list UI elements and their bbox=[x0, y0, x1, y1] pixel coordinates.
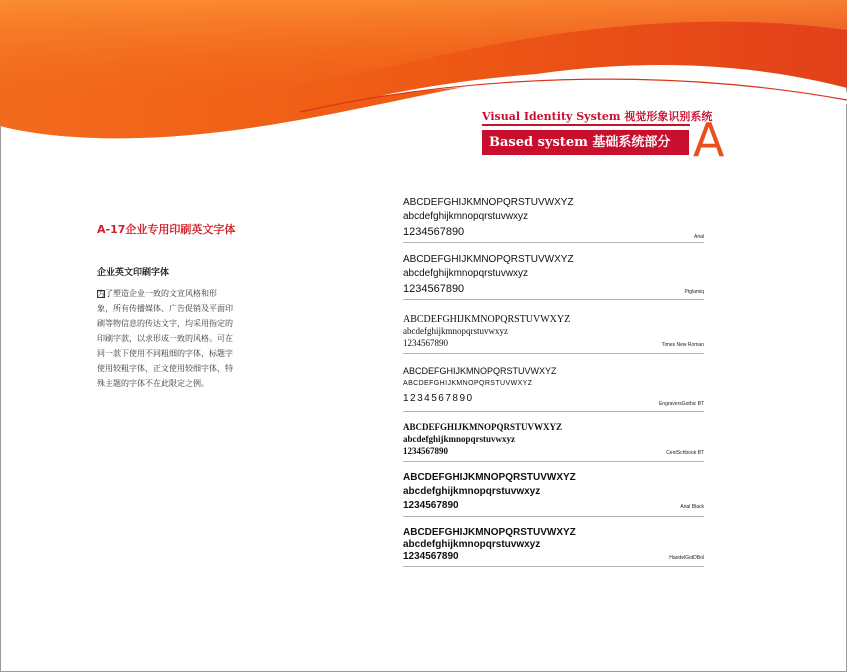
section-heading: A-17企业专用印刷英文字体 bbox=[97, 223, 236, 236]
sample-divider bbox=[403, 411, 704, 412]
sample-digits: 1234567890 bbox=[403, 338, 448, 348]
body-line: 为了塑造企业一致的文宣风格和形 bbox=[97, 289, 217, 298]
section-letter: A bbox=[693, 113, 725, 167]
sample-divider bbox=[403, 353, 704, 354]
sample-font-name: Arial bbox=[693, 234, 704, 240]
sample-font-name: Ptglamiq bbox=[684, 289, 704, 295]
sample-font-name: Arial Black bbox=[680, 504, 704, 510]
title-underline bbox=[482, 124, 690, 126]
sample-lowercase: abcdefghijkmnopqrstuvwxyz bbox=[403, 434, 516, 444]
body-line: 殊主题的字体不在此限定之例。 bbox=[97, 379, 209, 388]
body-line: 象，所有传播媒体、广告促销及平面印 bbox=[97, 304, 233, 313]
sample-divider bbox=[403, 516, 704, 517]
vis-system-title: Visual Identity System 视觉形象识别系统 bbox=[482, 110, 713, 123]
sample-lowercase: abcdefghijkmnopqrstuvwxyz bbox=[403, 326, 508, 336]
sample-font-name: EngraversGothic BT bbox=[658, 401, 704, 407]
sample-lowercase: abcdefghijkmnopqrstuvwxyz bbox=[403, 486, 541, 497]
sample-lowercase: abcdefghijkmnopqrstuvwxyz bbox=[403, 211, 529, 222]
sample-lowercase: abcdefghijkmnopqrstuvwxyz bbox=[403, 539, 541, 550]
body-line: 同一款下使用不同粗细的字体，标题字 bbox=[97, 349, 233, 358]
sample-uppercase: ABCDEFGHIJKMNOPQRSTUVWXYZ bbox=[403, 422, 563, 432]
sub-heading: 企业英文印刷字体 bbox=[97, 268, 170, 278]
sample-digits: 1234567890 bbox=[403, 283, 465, 295]
sample-uppercase: ABCDEFGHIJKMNOPQRSTUVWXYZ bbox=[403, 254, 574, 265]
sample-lowercase: abcdefghijkmnopqrstuvwxyz bbox=[403, 268, 529, 279]
sample-digits: 1234567890 bbox=[403, 446, 448, 456]
sample-divider bbox=[403, 461, 704, 462]
sample-divider bbox=[403, 566, 704, 567]
sample-digits: 1234567890 bbox=[403, 226, 465, 238]
sample-uppercase: ABCDEFGHIJKMNOPQRSTUVWXYZ bbox=[403, 197, 574, 208]
sample-lowercase: ABCDEFGHIJKMNOPQRSTUVWXYZ bbox=[403, 380, 533, 387]
sample-font-name: HandelGotDBol bbox=[669, 555, 704, 561]
sample-divider bbox=[403, 299, 704, 300]
body-line: 印刷字款，以求形成一致的风格。可在 bbox=[97, 334, 233, 343]
sample-font-name: Times New Roman bbox=[661, 342, 704, 348]
sample-font-name: CentSchbook BT bbox=[666, 450, 704, 456]
based-system-banner: Based system 基础系统部分 bbox=[482, 130, 689, 155]
body-text bbox=[97, 288, 272, 393]
sample-digits: 1234567890 bbox=[403, 551, 459, 562]
sample-digits: 1234567890 bbox=[403, 500, 459, 511]
body-line: 使用较粗字体，正文使用较细字体，特 bbox=[97, 364, 233, 373]
sample-divider bbox=[403, 242, 704, 243]
sample-uppercase: ABCDEFGHIJKMNOPQRSTUVWXYZ bbox=[403, 527, 576, 538]
sample-uppercase: ABCDEFGHIJKMNOPQRSTUVWXYZ bbox=[403, 314, 571, 325]
body-line: 刷等物信息的传达文字，均采用指定的 bbox=[97, 319, 233, 328]
sample-digits: 1234567890 bbox=[403, 393, 474, 404]
sample-uppercase: ABCDEFGHIJKMNOPQRSTUVWXYZ bbox=[403, 366, 557, 376]
sample-uppercase: ABCDEFGHIJKMNOPQRSTUVWXYZ bbox=[403, 472, 576, 483]
